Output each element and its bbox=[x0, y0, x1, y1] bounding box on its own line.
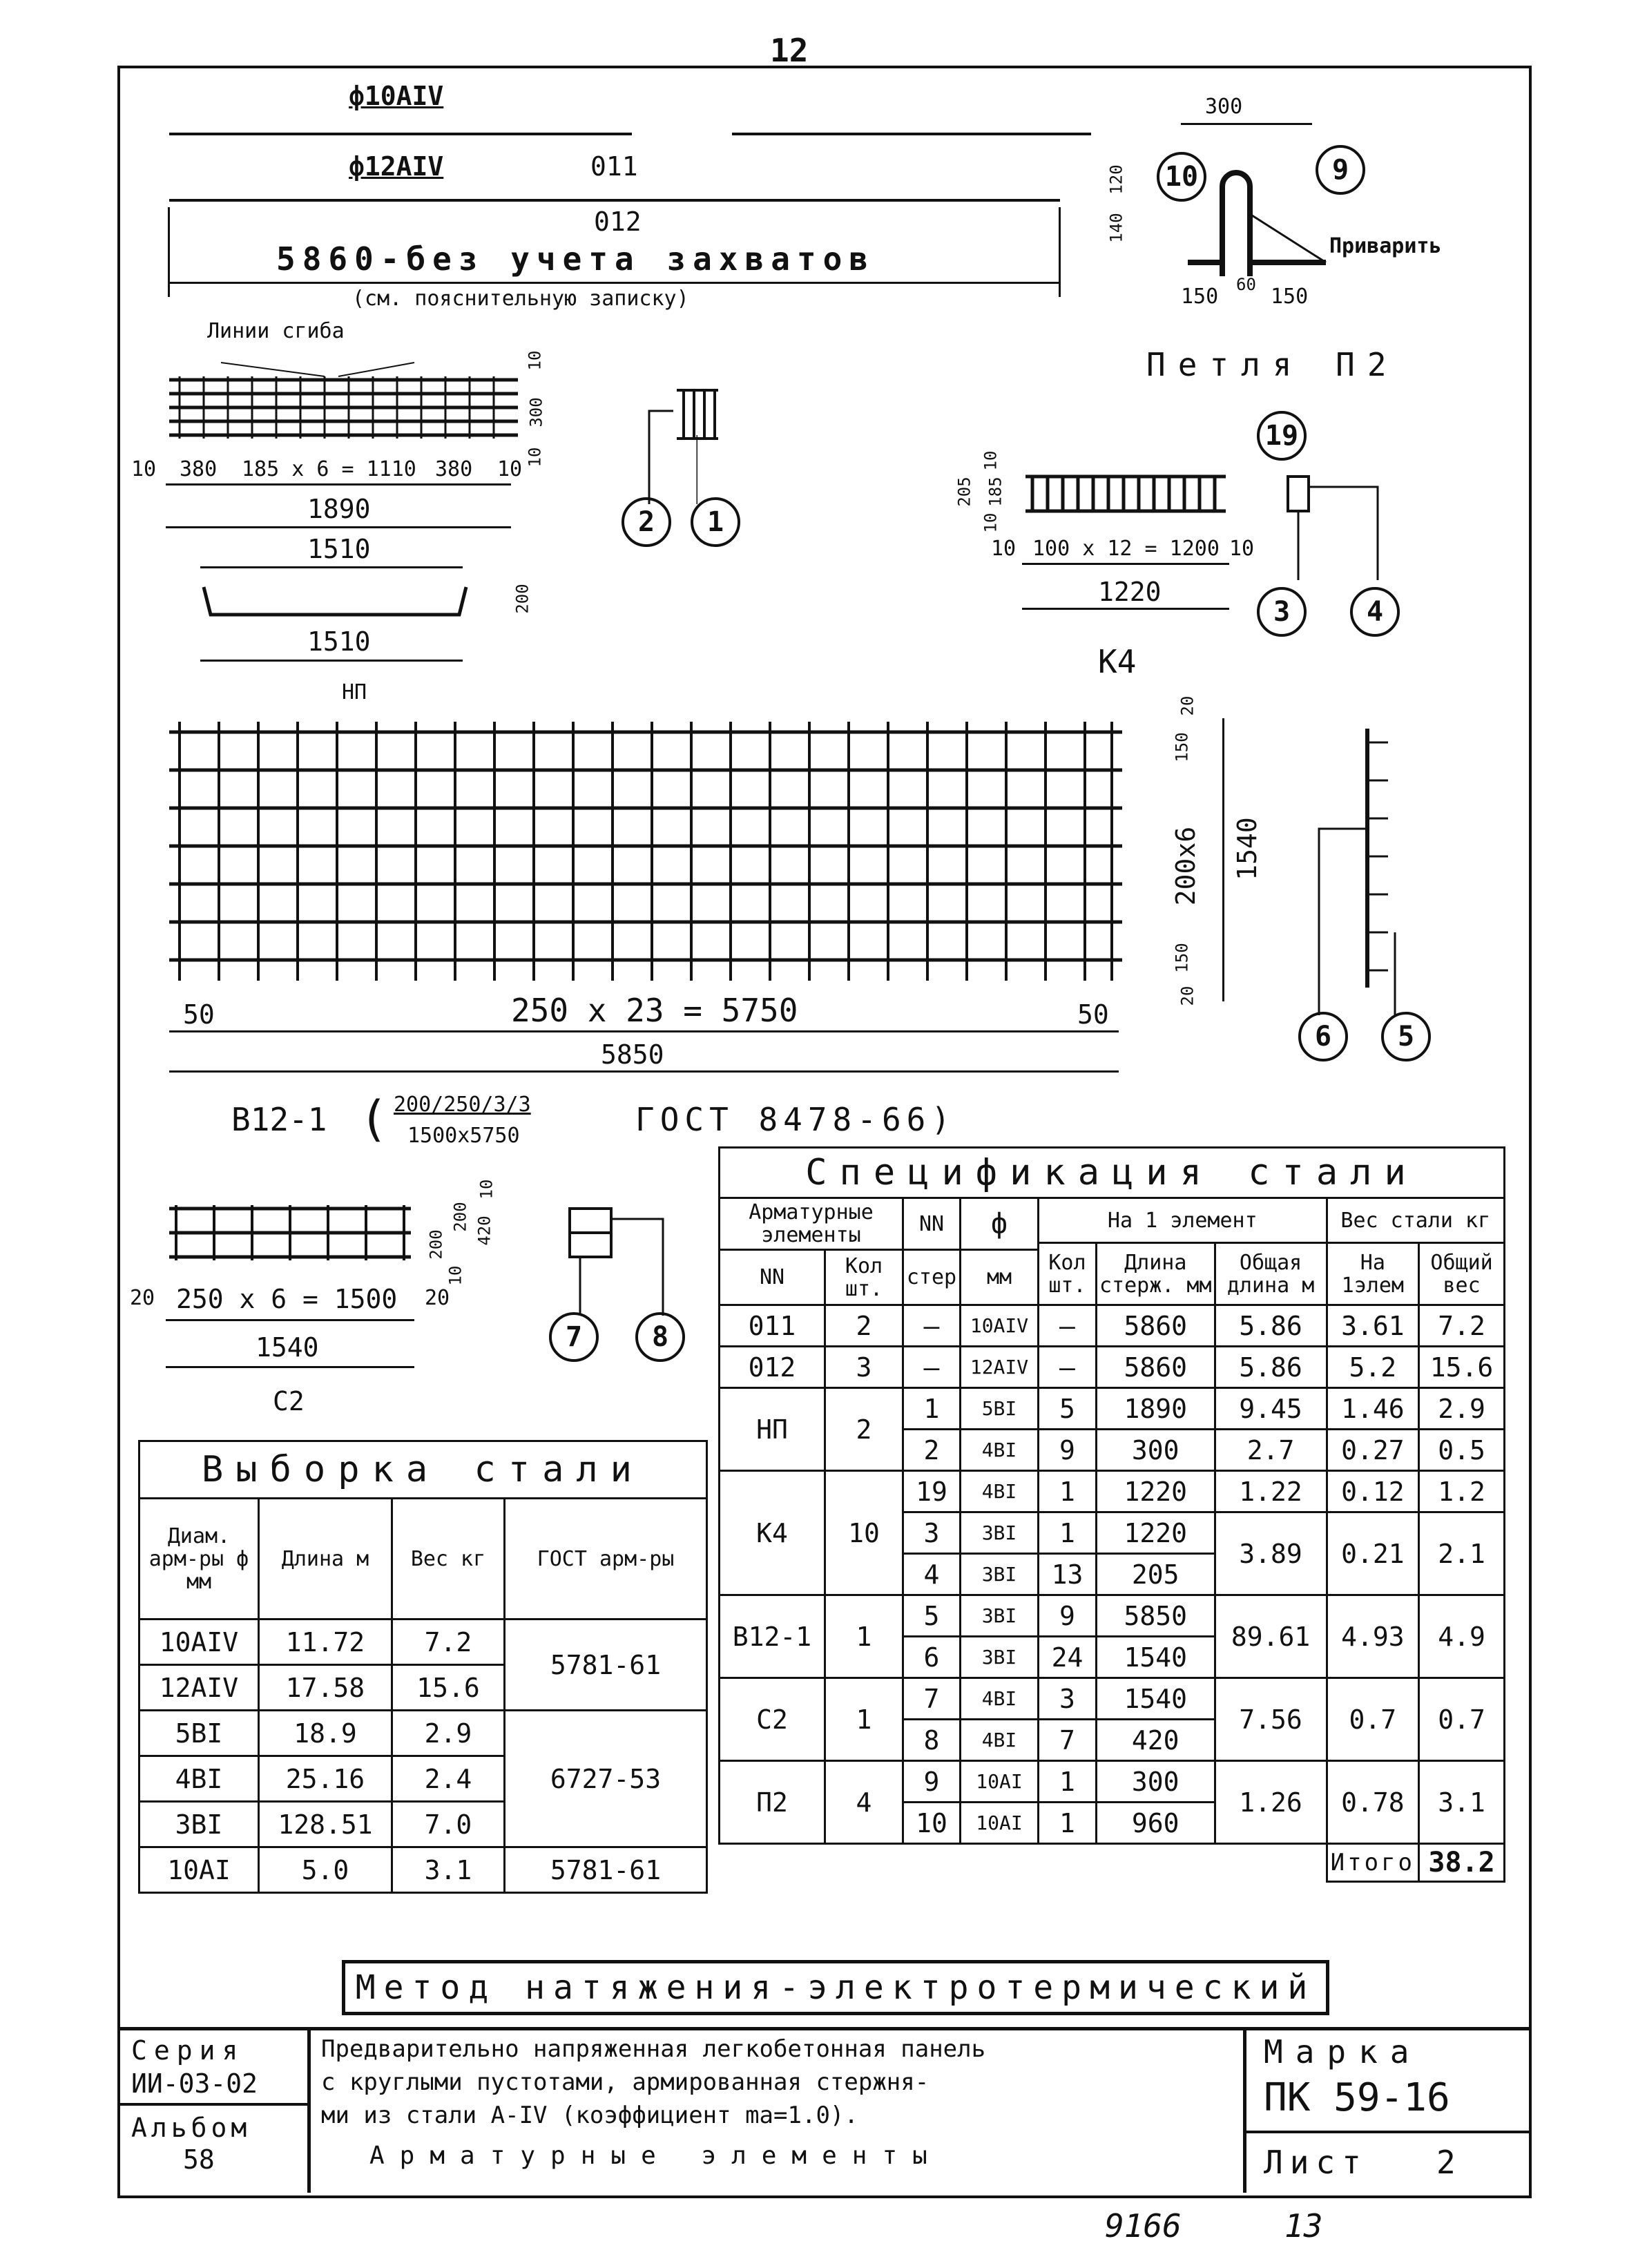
desc-line-4: Арматурные элементы bbox=[369, 2142, 943, 2170]
spec-h-mm: мм bbox=[961, 1250, 1039, 1305]
spec-np-r2-nn: 2 bbox=[903, 1430, 961, 1471]
sel-row-5-diam: 3ВI bbox=[139, 1802, 259, 1847]
spec-c2-name: С2 bbox=[720, 1678, 825, 1761]
spec-012-diam: 12АIV bbox=[961, 1347, 1039, 1388]
dim-300: 300 bbox=[1205, 95, 1243, 119]
bar1-label: ф10АIV bbox=[349, 81, 444, 111]
sheet-label: Лист bbox=[1264, 2144, 1368, 2181]
sel-row-1-weight: 7.2 bbox=[392, 1620, 505, 1665]
callout-2: 2 bbox=[622, 497, 671, 547]
spec-p2-name: П2 bbox=[720, 1761, 825, 1844]
spec-k4-r1-nn: 19 bbox=[903, 1471, 961, 1512]
spec-c2-total: 7.56 bbox=[1215, 1678, 1327, 1761]
sel-row-2-weight: 15.6 bbox=[392, 1665, 505, 1711]
bend-lines-label: Линии сгиба bbox=[207, 319, 345, 343]
np-dim-mid: 185 х 6 = 1110 bbox=[242, 457, 416, 481]
spec-k4-r1-len: 1220 bbox=[1096, 1471, 1215, 1512]
np-dim-line-3 bbox=[200, 566, 463, 568]
spec-k4-w1: 0.21 bbox=[1327, 1512, 1419, 1595]
spec-012-total: 5.86 bbox=[1215, 1347, 1327, 1388]
spec-np-r2-total: 2.7 bbox=[1215, 1430, 1327, 1471]
spec-c2-r2-nn: 8 bbox=[903, 1720, 961, 1761]
desc-line-2: с круглыми пустотами, армированная стержня- bbox=[321, 2068, 930, 2096]
spec-total-label: Итого bbox=[1327, 1844, 1419, 1882]
album-value: 58 bbox=[183, 2144, 215, 2175]
np-bent-shape bbox=[197, 580, 473, 622]
bar-011-line-left bbox=[169, 133, 632, 135]
spec-c2-r2-qty: 7 bbox=[1039, 1720, 1097, 1761]
spec-b12-r1-len: 5850 bbox=[1096, 1595, 1215, 1637]
spec-c2-r2-len: 420 bbox=[1096, 1720, 1215, 1761]
np-dim-380b: 380 bbox=[435, 457, 473, 481]
sel-row-2-diam: 12АIV bbox=[139, 1665, 259, 1711]
mesh-dim-1540: 1540 bbox=[1231, 817, 1262, 881]
mesh-dim-200x6: 200х6 bbox=[1171, 826, 1202, 906]
np-dim-300: 300 bbox=[526, 397, 546, 427]
spec-k4-r3-nn: 4 bbox=[903, 1554, 961, 1595]
spec-np-r2-diam: 4ВI bbox=[961, 1430, 1039, 1471]
spec-b12-r1-nn: 5 bbox=[903, 1595, 961, 1637]
desc-line-3: ми из стали А-IV (коэффициент ma=1.0). bbox=[321, 2102, 858, 2129]
c2-dim-1540: 1540 bbox=[256, 1332, 319, 1363]
spec-011-total: 5.86 bbox=[1215, 1305, 1327, 1347]
spec-b12-r1-diam: 3ВI bbox=[961, 1595, 1039, 1637]
spec-b12-total: 89.61 bbox=[1215, 1595, 1327, 1678]
dim-150b: 150 bbox=[1271, 285, 1309, 309]
callout-4: 4 bbox=[1350, 587, 1400, 637]
mesh-label: В12-1 bbox=[231, 1101, 327, 1138]
sel-header-length: Длина м bbox=[259, 1499, 392, 1620]
callout-7: 7 bbox=[549, 1312, 599, 1362]
mesh-dim-mid: 250 х 23 = 5750 bbox=[511, 992, 798, 1029]
bar-012-line bbox=[169, 199, 1060, 202]
mesh-grid bbox=[166, 718, 1126, 994]
k4-dim-left: 10 bbox=[991, 537, 1017, 561]
spec-p2-qty: 4 bbox=[825, 1761, 903, 1844]
sel-gost-b: 6727-53 bbox=[505, 1711, 707, 1847]
bar-011-line-right bbox=[732, 133, 1091, 135]
mark-label: Марка bbox=[1264, 2033, 1422, 2070]
spec-c2-r1-qty: 3 bbox=[1039, 1678, 1097, 1720]
spec-b12-r2-len: 1540 bbox=[1096, 1637, 1215, 1678]
spec-p2-r1-nn: 9 bbox=[903, 1761, 961, 1803]
spec-h-totw: Общий вес bbox=[1419, 1243, 1505, 1305]
spec-np-r2-w1: 0.27 bbox=[1327, 1430, 1419, 1471]
spec-np-r2-wt: 0.5 bbox=[1419, 1430, 1505, 1471]
spec-np-r1-diam: 5ВI bbox=[961, 1388, 1039, 1430]
spec-k4-r2-diam: 3ВI bbox=[961, 1512, 1039, 1554]
callout-8: 8 bbox=[635, 1312, 685, 1362]
spec-012-wt: 15.6 bbox=[1419, 1347, 1505, 1388]
spec-k4-r3-diam: 3ВI bbox=[961, 1554, 1039, 1595]
np-dim-line-1 bbox=[166, 483, 511, 486]
spec-h-phi: ф bbox=[961, 1198, 1039, 1250]
c2-dim-line-2 bbox=[166, 1366, 414, 1368]
c2-dim-line-1 bbox=[166, 1319, 414, 1321]
np-dim-1890: 1890 bbox=[307, 494, 371, 524]
spec-c2-wt: 0.7 bbox=[1419, 1678, 1505, 1761]
np-dim-left: 10 bbox=[131, 457, 157, 481]
steel-selection-table bbox=[138, 1440, 708, 1894]
spec-b12-r2-diam: 3ВI bbox=[961, 1637, 1039, 1678]
spec-k4-r3-len: 205 bbox=[1096, 1554, 1215, 1595]
sheet-value: 2 bbox=[1436, 2144, 1456, 2181]
spec-h-per-element: На 1 элемент bbox=[1039, 1198, 1327, 1243]
mesh-dim-20b: 20 bbox=[1177, 986, 1197, 1006]
spec-012-len: 5860 bbox=[1096, 1347, 1215, 1388]
k4-dim-right: 10 bbox=[1229, 537, 1255, 561]
spec-total-value: 38.2 bbox=[1419, 1844, 1505, 1882]
np-dim-10a: 10 bbox=[525, 350, 545, 371]
callout-5: 5 bbox=[1381, 1012, 1431, 1061]
spec-b12-r1-qty: 9 bbox=[1039, 1595, 1097, 1637]
mesh-dim-150b: 150 bbox=[1172, 943, 1192, 973]
spec-h-nn2: NN bbox=[720, 1250, 825, 1305]
dim-300-line bbox=[1181, 123, 1312, 125]
spec-k4-r1-total: 1.22 bbox=[1215, 1471, 1327, 1512]
spec-k4-name: К4 bbox=[720, 1471, 825, 1595]
callout-9: 9 bbox=[1316, 145, 1365, 195]
sel-header-weight: Вес кг bbox=[392, 1499, 505, 1620]
spec-p2-r1-diam: 10АI bbox=[961, 1761, 1039, 1803]
callout-19: 19 bbox=[1257, 411, 1307, 461]
spec-011-nn: 011 bbox=[720, 1305, 825, 1347]
dim-120: 120 bbox=[1106, 164, 1126, 195]
mesh-open-paren: ( bbox=[359, 1090, 389, 1147]
title-block-divider-right bbox=[1243, 2027, 1246, 2193]
spec-011-w1: 3.61 bbox=[1327, 1305, 1419, 1347]
k4-label: К4 bbox=[1098, 643, 1137, 680]
spec-b12-qty: 1 bbox=[825, 1595, 903, 1678]
sel-row-3-diam: 5ВI bbox=[139, 1711, 259, 1756]
mesh-gost: ГОСТ 8478-66) bbox=[635, 1101, 956, 1138]
specification-table bbox=[718, 1146, 1505, 1883]
spec-title: Спецификация стали bbox=[720, 1148, 1505, 1198]
sel-header-diam: Диам. арм-ры ф мм bbox=[139, 1499, 259, 1620]
spec-b12-w1: 4.93 bbox=[1327, 1595, 1419, 1678]
spec-012-bar: — bbox=[903, 1347, 961, 1388]
note: (см. пояснительную записку) bbox=[352, 287, 689, 311]
mesh-dim-50b: 50 bbox=[1077, 999, 1109, 1030]
spec-c2-qty: 1 bbox=[825, 1678, 903, 1761]
spec-011-wt: 7.2 bbox=[1419, 1305, 1505, 1347]
loop-title: Петля П2 bbox=[1146, 346, 1399, 383]
spec-k4-r1-wt: 1.2 bbox=[1419, 1471, 1505, 1512]
title-block-mark-sep bbox=[1243, 2131, 1529, 2133]
length-note: 5860-без учета захватов bbox=[276, 240, 875, 278]
spec-011-diam: 10АIV bbox=[961, 1305, 1039, 1347]
np-dim-200: 200 bbox=[512, 584, 532, 614]
k4-dim-10b: 10 bbox=[981, 512, 1001, 533]
spec-011-qty: 2 bbox=[825, 1305, 903, 1347]
spec-c2-r1-nn: 7 bbox=[903, 1678, 961, 1720]
sel-row-3-length: 18.9 bbox=[259, 1711, 392, 1756]
spec-p2-total: 1.26 bbox=[1215, 1761, 1327, 1844]
spec-c2-w1: 0.7 bbox=[1327, 1678, 1419, 1761]
sel-row-6-weight: 3.1 bbox=[392, 1847, 505, 1893]
spec-b12-r2-nn: 6 bbox=[903, 1637, 961, 1678]
c2-label: С2 bbox=[273, 1386, 305, 1416]
spec-k4-qty: 10 bbox=[825, 1471, 903, 1595]
mesh-dim-20a: 20 bbox=[1177, 695, 1197, 716]
dim-tick-left bbox=[168, 207, 170, 297]
title-block-series-sep bbox=[117, 2103, 307, 2106]
spec-k4-r2-nn: 3 bbox=[903, 1512, 961, 1554]
spec-c2-r2-diam: 4ВI bbox=[961, 1720, 1039, 1761]
callout-3: 3 bbox=[1257, 587, 1307, 637]
page-number: 12 bbox=[770, 32, 809, 69]
sel-row-1-length: 11.72 bbox=[259, 1620, 392, 1665]
mesh-fraction-top: 200/250/3/3 bbox=[394, 1093, 531, 1117]
sel-gost-a: 5781-61 bbox=[505, 1620, 707, 1711]
k4-dim-205: 205 bbox=[954, 477, 974, 507]
sel-row-3-weight: 2.9 bbox=[392, 1711, 505, 1756]
spec-c2-r1-len: 1540 bbox=[1096, 1678, 1215, 1720]
desc-line-1: Предварительно напряженная легкобетонная панель bbox=[321, 2035, 986, 2063]
spec-p2-r2-qty: 1 bbox=[1039, 1803, 1097, 1844]
callout-6: 6 bbox=[1298, 1012, 1348, 1061]
spec-np-r2-qty: 9 bbox=[1039, 1430, 1097, 1471]
np-leaders bbox=[594, 407, 697, 511]
spec-012-qty2: — bbox=[1039, 1347, 1097, 1388]
tension-method: Метод натяжения-электротермический bbox=[342, 1960, 1329, 2015]
k4-drawing bbox=[1022, 470, 1229, 518]
k4-dim-mid: 100 х 12 = 1200 bbox=[1032, 537, 1220, 561]
spec-p2-w1: 0.78 bbox=[1327, 1761, 1419, 1844]
spec-h-len: Длина стерж. мм bbox=[1096, 1243, 1215, 1305]
spec-np-r2-len: 300 bbox=[1096, 1430, 1215, 1471]
mark-011: 011 bbox=[590, 151, 638, 182]
dim-150a: 150 bbox=[1181, 285, 1219, 309]
mark-012: 012 bbox=[594, 206, 642, 237]
loop-shape bbox=[1167, 159, 1347, 297]
sel-gost-c: 5781-61 bbox=[505, 1847, 707, 1893]
weld-note: Приварить bbox=[1329, 234, 1442, 258]
spec-k4-r1-w1: 0.12 bbox=[1327, 1471, 1419, 1512]
sel-row-5-weight: 7.0 bbox=[392, 1802, 505, 1847]
spec-b12-r2-qty: 24 bbox=[1039, 1637, 1097, 1678]
spec-h-bar: стер bbox=[903, 1250, 961, 1305]
dim-60: 60 bbox=[1236, 275, 1256, 294]
c2-dim-200b: 200 bbox=[450, 1202, 470, 1232]
spec-p2-r1-qty: 1 bbox=[1039, 1761, 1097, 1803]
spec-p2-wt: 3.1 bbox=[1419, 1761, 1505, 1844]
mesh-section bbox=[1312, 725, 1409, 1043]
spec-k4-wt: 2.1 bbox=[1419, 1512, 1505, 1595]
c2-dim-20a: 20 bbox=[130, 1286, 155, 1310]
series-label: Серия bbox=[131, 2035, 245, 2066]
c2-dim-mid: 250 х 6 = 1500 bbox=[176, 1284, 398, 1314]
spec-012-w1: 5.2 bbox=[1327, 1347, 1419, 1388]
series-value: ИИ-03-02 bbox=[131, 2068, 258, 2099]
mesh-dim-150a: 150 bbox=[1172, 732, 1192, 762]
sel-row-4-diam: 4ВI bbox=[139, 1756, 259, 1802]
spec-np-r1-wt: 2.9 bbox=[1419, 1388, 1505, 1430]
album-label: Альбом bbox=[131, 2113, 251, 2143]
spec-h-qty2: Кол шт. bbox=[1039, 1243, 1097, 1305]
dim-tick-right bbox=[1059, 207, 1061, 297]
spec-np-qty: 2 bbox=[825, 1388, 903, 1471]
k4-dim-185: 185 bbox=[985, 477, 1005, 507]
spec-011-bar: — bbox=[903, 1305, 961, 1347]
spec-k4-r2-len: 1220 bbox=[1096, 1512, 1215, 1554]
mesh-fraction-bottom: 1500х5750 bbox=[407, 1124, 520, 1148]
np-dim-1510b: 1510 bbox=[307, 626, 371, 657]
c2-dim-20b: 20 bbox=[425, 1286, 450, 1310]
spec-b12-name: В12-1 bbox=[720, 1595, 825, 1678]
callout-1: 1 bbox=[691, 497, 740, 547]
mesh-dim-line-1 bbox=[169, 1030, 1119, 1032]
np-dim-10b: 10 bbox=[525, 447, 545, 468]
np-dim-1510a: 1510 bbox=[307, 534, 371, 564]
spec-h-total: Общая длина м bbox=[1215, 1243, 1327, 1305]
title-block-top-border bbox=[117, 2027, 1529, 2030]
spec-k4-r1-qty: 1 bbox=[1039, 1471, 1097, 1512]
sel-row-4-weight: 2.4 bbox=[392, 1756, 505, 1802]
spec-p2-r1-len: 300 bbox=[1096, 1761, 1215, 1803]
spec-k4-r3-qty: 13 bbox=[1039, 1554, 1097, 1595]
c2-dim-10b: 10 bbox=[445, 1265, 465, 1286]
dim-line-5860 bbox=[169, 282, 1060, 284]
np-dim-line-2 bbox=[166, 526, 511, 528]
c2-dim-420: 420 bbox=[474, 1215, 494, 1246]
spec-012-nn: 012 bbox=[720, 1347, 825, 1388]
sel-row-1-diam: 10АIV bbox=[139, 1620, 259, 1665]
sel-row-4-length: 25.16 bbox=[259, 1756, 392, 1802]
k4-dim-line-1 bbox=[1022, 563, 1229, 565]
spec-k4-r1-diam: 4ВI bbox=[961, 1471, 1039, 1512]
np-dim-right: 10 bbox=[497, 457, 523, 481]
k4-leaders bbox=[1267, 456, 1419, 594]
mesh-dim-line-2 bbox=[169, 1070, 1119, 1073]
c2-dim-200a: 200 bbox=[426, 1229, 446, 1260]
spec-np-r1-total: 9.45 bbox=[1215, 1388, 1327, 1430]
spec-011-qty2: — bbox=[1039, 1305, 1097, 1347]
bar2-label: ф12АIV bbox=[349, 151, 444, 182]
dim-140: 140 bbox=[1106, 213, 1126, 243]
c2-section bbox=[566, 1205, 691, 1323]
k4-dim-line-2 bbox=[1022, 608, 1229, 610]
spec-p2-r2-diam: 10АI bbox=[961, 1803, 1039, 1844]
footer-number-1: 9166 bbox=[1105, 2207, 1182, 2245]
title-block-divider-left bbox=[307, 2027, 311, 2193]
spec-np-r1-len: 1890 bbox=[1096, 1388, 1215, 1430]
spec-h-elements: Арматурные элементы bbox=[720, 1198, 903, 1250]
spec-p2-r2-len: 960 bbox=[1096, 1803, 1215, 1844]
sel-row-5-length: 128.51 bbox=[259, 1802, 392, 1847]
sel-row-2-length: 17.58 bbox=[259, 1665, 392, 1711]
spec-k4-r2-qty: 1 bbox=[1039, 1512, 1097, 1554]
sel-row-6-length: 5.0 bbox=[259, 1847, 392, 1893]
spec-h-nn: NN bbox=[903, 1198, 961, 1250]
mark-value: ПК 59-16 bbox=[1264, 2075, 1450, 2120]
np-net-drawing bbox=[166, 359, 525, 449]
np-dim-line-4 bbox=[200, 660, 463, 662]
np-dim-380a: 380 bbox=[180, 457, 218, 481]
spec-np-r1-w1: 1.46 bbox=[1327, 1388, 1419, 1430]
c2-drawing bbox=[166, 1198, 414, 1267]
callout-10: 10 bbox=[1157, 152, 1206, 202]
mesh-dim-50a: 50 bbox=[183, 999, 215, 1030]
steel-selection-title: Выборка стали bbox=[139, 1441, 707, 1499]
sel-row-6-diam: 10АI bbox=[139, 1847, 259, 1893]
k4-dim-10a: 10 bbox=[981, 450, 1001, 471]
spec-np-r1-qty: 5 bbox=[1039, 1388, 1097, 1430]
spec-c2-r1-diam: 4ВI bbox=[961, 1678, 1039, 1720]
mesh-dim-vline bbox=[1222, 718, 1224, 1001]
footer-number-2: 13 bbox=[1284, 2207, 1323, 2245]
spec-b12-wt: 4.9 bbox=[1419, 1595, 1505, 1678]
spec-np-r1-nn: 1 bbox=[903, 1388, 961, 1430]
spec-012-qty: 3 bbox=[825, 1347, 903, 1388]
spec-h-weight: Вес стали кг bbox=[1327, 1198, 1504, 1243]
spec-k4-total: 3.89 bbox=[1215, 1512, 1327, 1595]
mesh-dim-5850: 5850 bbox=[601, 1039, 664, 1070]
spec-h-qty: Кол шт. bbox=[825, 1250, 903, 1305]
spec-p2-r2-nn: 10 bbox=[903, 1803, 961, 1844]
spec-h-per1: На 1элем bbox=[1327, 1243, 1419, 1305]
sel-header-gost: ГОСТ арм-ры bbox=[505, 1499, 707, 1620]
k4-dim-1220: 1220 bbox=[1098, 577, 1162, 607]
c2-dim-10a: 10 bbox=[476, 1179, 497, 1200]
spec-011-len: 5860 bbox=[1096, 1305, 1215, 1347]
spec-np-name: НП bbox=[720, 1388, 825, 1471]
np-label: НП bbox=[342, 680, 367, 704]
